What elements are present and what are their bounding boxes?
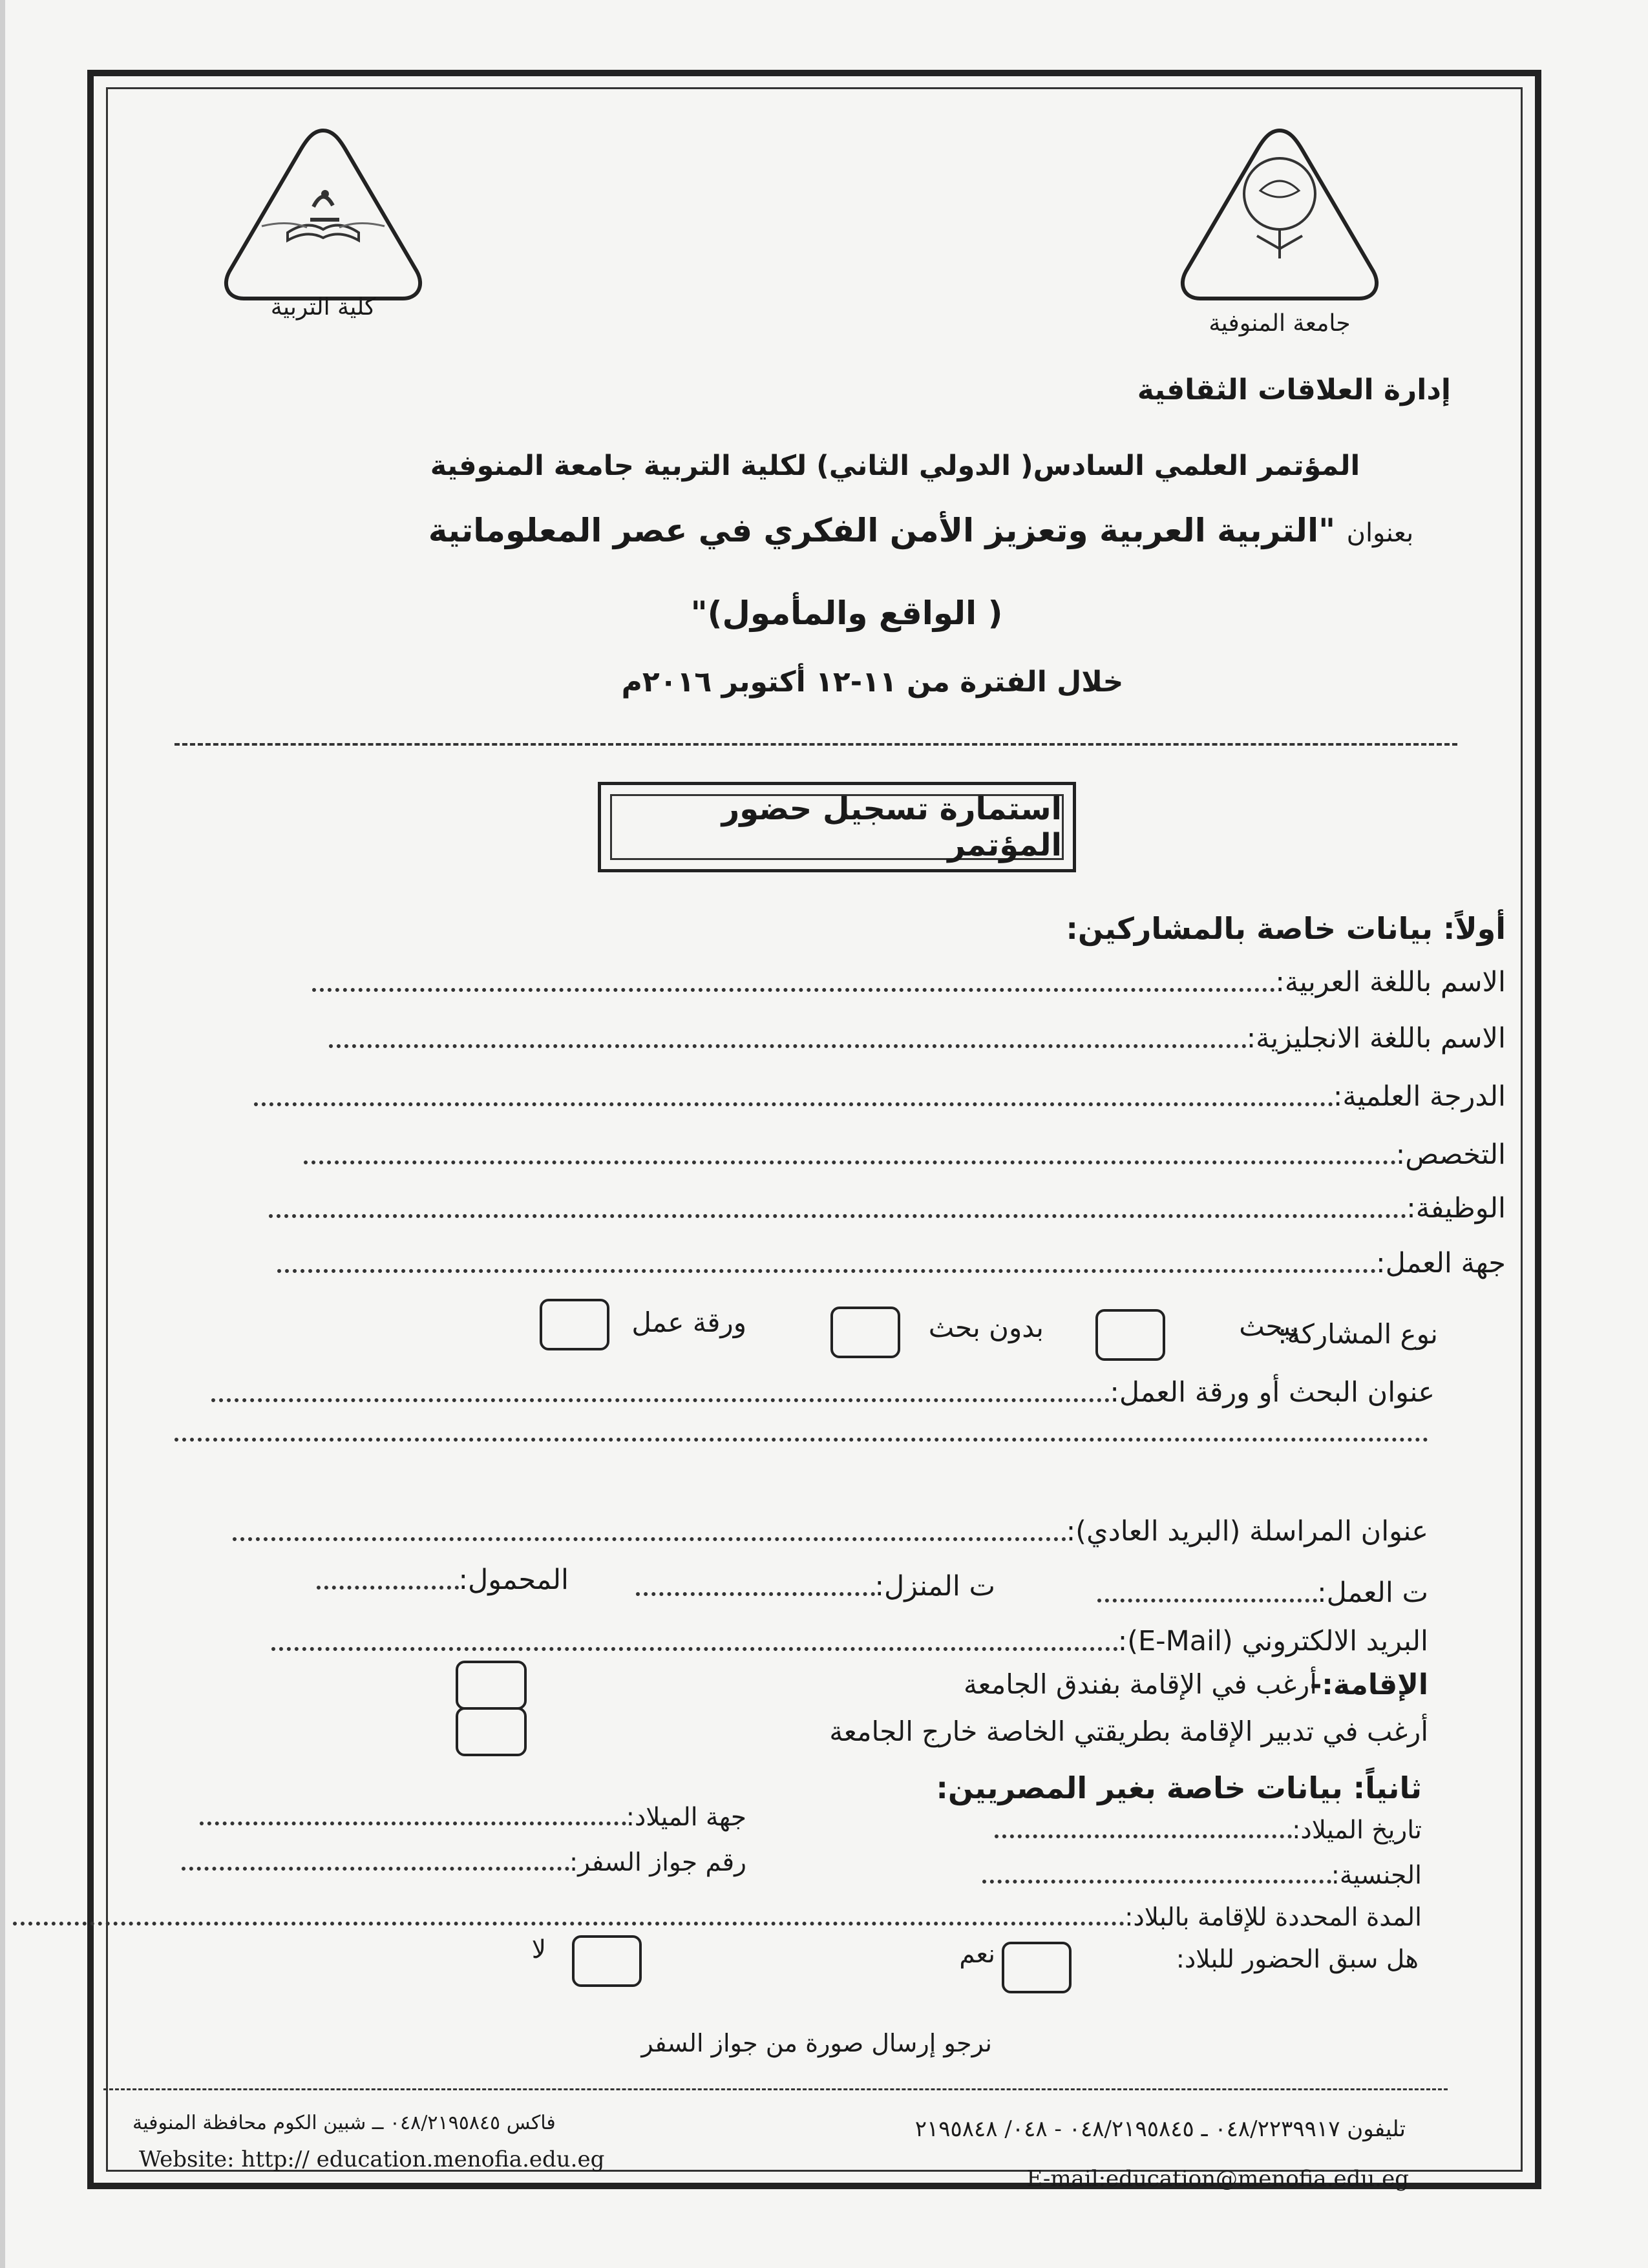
conference-line-2 [0, 512, 1648, 549]
label-with-paper: ببحث [1239, 1310, 1299, 1342]
label-birth-place: جهة الميلاد: [626, 1803, 746, 1832]
label-job: الوظيفة: [1406, 1192, 1506, 1224]
section-1-heading: أولاً: بيانات خاصة بالمشاركين: [1066, 911, 1506, 946]
checkbox-yes[interactable] [1002, 1942, 1072, 1993]
section-2-heading: ثانياً: بيانات خاصة بغير المصريين: [936, 1770, 1422, 1805]
field-stay-duration[interactable] [13, 1903, 1422, 1932]
label-birth-date: تاريخ الميلاد: [1292, 1816, 1422, 1845]
label-stay-duration: المدة المحددة للإقامة بالبلاد: [1125, 1903, 1422, 1932]
field-mailing-address[interactable] [233, 1515, 1428, 1548]
passport-note: نرجو إرسال صورة من جواز السفر [641, 2029, 992, 2057]
label-nationality: الجنسية: [1331, 1861, 1422, 1890]
input-line-birth-date[interactable] [995, 1834, 1292, 1838]
label-workshop: ورقة عمل [631, 1307, 746, 1338]
input-line-work-phone[interactable] [1097, 1599, 1317, 1602]
conference-title-lead: بعنوان [1346, 518, 1414, 548]
input-line-email[interactable] [271, 1647, 1118, 1651]
input-line-home-phone[interactable] [636, 1592, 875, 1596]
input-line-degree[interactable] [254, 1102, 1333, 1106]
input-line-mailing-address[interactable] [233, 1537, 1066, 1541]
label-participation-type: نوع المشاركة: [1278, 1318, 1438, 1350]
checkbox-residence-private[interactable] [456, 1707, 527, 1756]
conference-subtitle: ( الواقع والمأمول)" [690, 594, 1003, 632]
input-line-nationality[interactable] [982, 1880, 1331, 1884]
field-passport-no[interactable] [182, 1848, 746, 1877]
label-degree: الدرجة العلمية: [1333, 1080, 1506, 1113]
faculty-logo [217, 123, 430, 310]
field-home-phone[interactable] [636, 1570, 996, 1602]
label-yes: نعم [959, 1940, 995, 1969]
conference-title: "التربية العربية وتعزيز الأمن الفكري في عصر المعلوماتية [428, 512, 1336, 549]
form-title-box [598, 782, 1076, 872]
input-line-paper-title-2[interactable] [174, 1438, 1428, 1442]
label-work-phone: ت العمل: [1317, 1577, 1428, 1609]
label-specialty: التخصص: [1395, 1139, 1506, 1171]
field-name-ar[interactable] [312, 966, 1506, 998]
scan-edge [0, 0, 5, 2268]
field-name-en[interactable] [329, 1022, 1506, 1055]
input-line-birth-place[interactable] [200, 1822, 626, 1825]
field-paper-title-2[interactable] [174, 1438, 1428, 1448]
checkbox-without-paper[interactable] [830, 1307, 900, 1358]
input-line-passport-no[interactable] [182, 1867, 569, 1871]
label-name-en: الاسم باللغة الانجليزية: [1246, 1022, 1506, 1055]
field-degree[interactable] [254, 1080, 1506, 1113]
footer-email[interactable]: E-mail:education@menofia.edu.eg [1026, 2166, 1409, 2192]
checkbox-residence-hotel[interactable] [456, 1661, 527, 1710]
input-line-stay-duration[interactable] [13, 1922, 1125, 1926]
field-mobile[interactable] [317, 1564, 569, 1596]
field-email[interactable] [271, 1625, 1428, 1657]
footer-separator [103, 2088, 1448, 2090]
field-specialty[interactable] [304, 1139, 1506, 1171]
label-name-ar: الاسم باللغة العربية: [1275, 966, 1506, 998]
checkbox-with-paper[interactable] [1095, 1309, 1165, 1361]
footer-phones: تليفون ٠٤٨/٢٢٣٩٩١٧ ـ ٠٤٨/٢١٩٥٨٤٥ - ٠٤٨/ ٢١٩٥٨٤٨ [914, 2116, 1406, 2142]
label-mobile: المحمول: [458, 1564, 569, 1596]
faculty-logo-caption: كلية التربية [270, 294, 376, 320]
conference-line-1: المؤتمر العلمي السادس( الدولي الثاني) لكلية التربية جامعة المنوفية [430, 450, 1360, 482]
department-name: إدارة العلاقات الثقافية [1137, 373, 1451, 406]
input-line-name-en[interactable] [329, 1044, 1247, 1048]
field-birth-place[interactable] [200, 1803, 746, 1832]
label-email: البريد الالكتروني (E-Mail): [1117, 1625, 1428, 1657]
label-workplace: جهة العمل: [1376, 1247, 1506, 1279]
footer-fax: فاكس ٠٤٨/٢١٩٥٨٤٥ ــ شبين الكوم محافظة المنوفية [132, 2112, 556, 2134]
label-passport-no: رقم جواز السفر: [569, 1848, 746, 1877]
university-logo [1173, 123, 1386, 310]
label-residence: الإقامة:- [1310, 1668, 1428, 1701]
label-no: لا [531, 1935, 546, 1964]
university-logo-caption: جامعة المنوفية [1209, 310, 1351, 337]
input-line-name-ar[interactable] [312, 988, 1275, 992]
field-work-phone[interactable] [1097, 1577, 1428, 1609]
header-separator [174, 743, 1457, 746]
label-residence-private: أرغب في تدبير الإقامة بطريقتي الخاصة خارج الجامعة [829, 1716, 1428, 1747]
footer-website[interactable]: Website: http:// education.menofia.edu.eg [139, 2147, 605, 2172]
label-mailing-address: عنوان المراسلة (البريد العادي): [1066, 1515, 1428, 1548]
label-visited-before: هل سبق الحضور للبلاد: [1176, 1945, 1419, 1974]
label-without-paper: بدون بحث [928, 1312, 1044, 1343]
input-line-specialty[interactable] [304, 1160, 1396, 1164]
label-residence-hotel: أرغب في الإقامة بفندق الجامعة [963, 1668, 1317, 1700]
label-home-phone: ت المنزل: [874, 1570, 995, 1602]
checkbox-no[interactable] [572, 1935, 642, 1987]
input-line-paper-title[interactable] [211, 1398, 1110, 1402]
label-paper-title: عنوان البحث أو ورقة العمل: [1110, 1376, 1435, 1409]
input-line-mobile[interactable] [317, 1586, 459, 1590]
field-nationality[interactable] [982, 1861, 1422, 1890]
conference-dates: خلال الفترة من ١١-١٢ أكتوبر ٢٠١٦م [621, 666, 1124, 698]
checkbox-workshop[interactable] [540, 1299, 609, 1350]
field-paper-title[interactable] [211, 1376, 1435, 1409]
field-birth-date[interactable] [995, 1816, 1422, 1845]
field-job[interactable] [269, 1192, 1506, 1224]
field-workplace[interactable] [277, 1247, 1506, 1279]
input-line-job[interactable] [269, 1214, 1406, 1218]
input-line-workplace[interactable] [277, 1269, 1376, 1273]
form-title: استمارة تسجيل حضور المؤتمر [610, 794, 1064, 860]
